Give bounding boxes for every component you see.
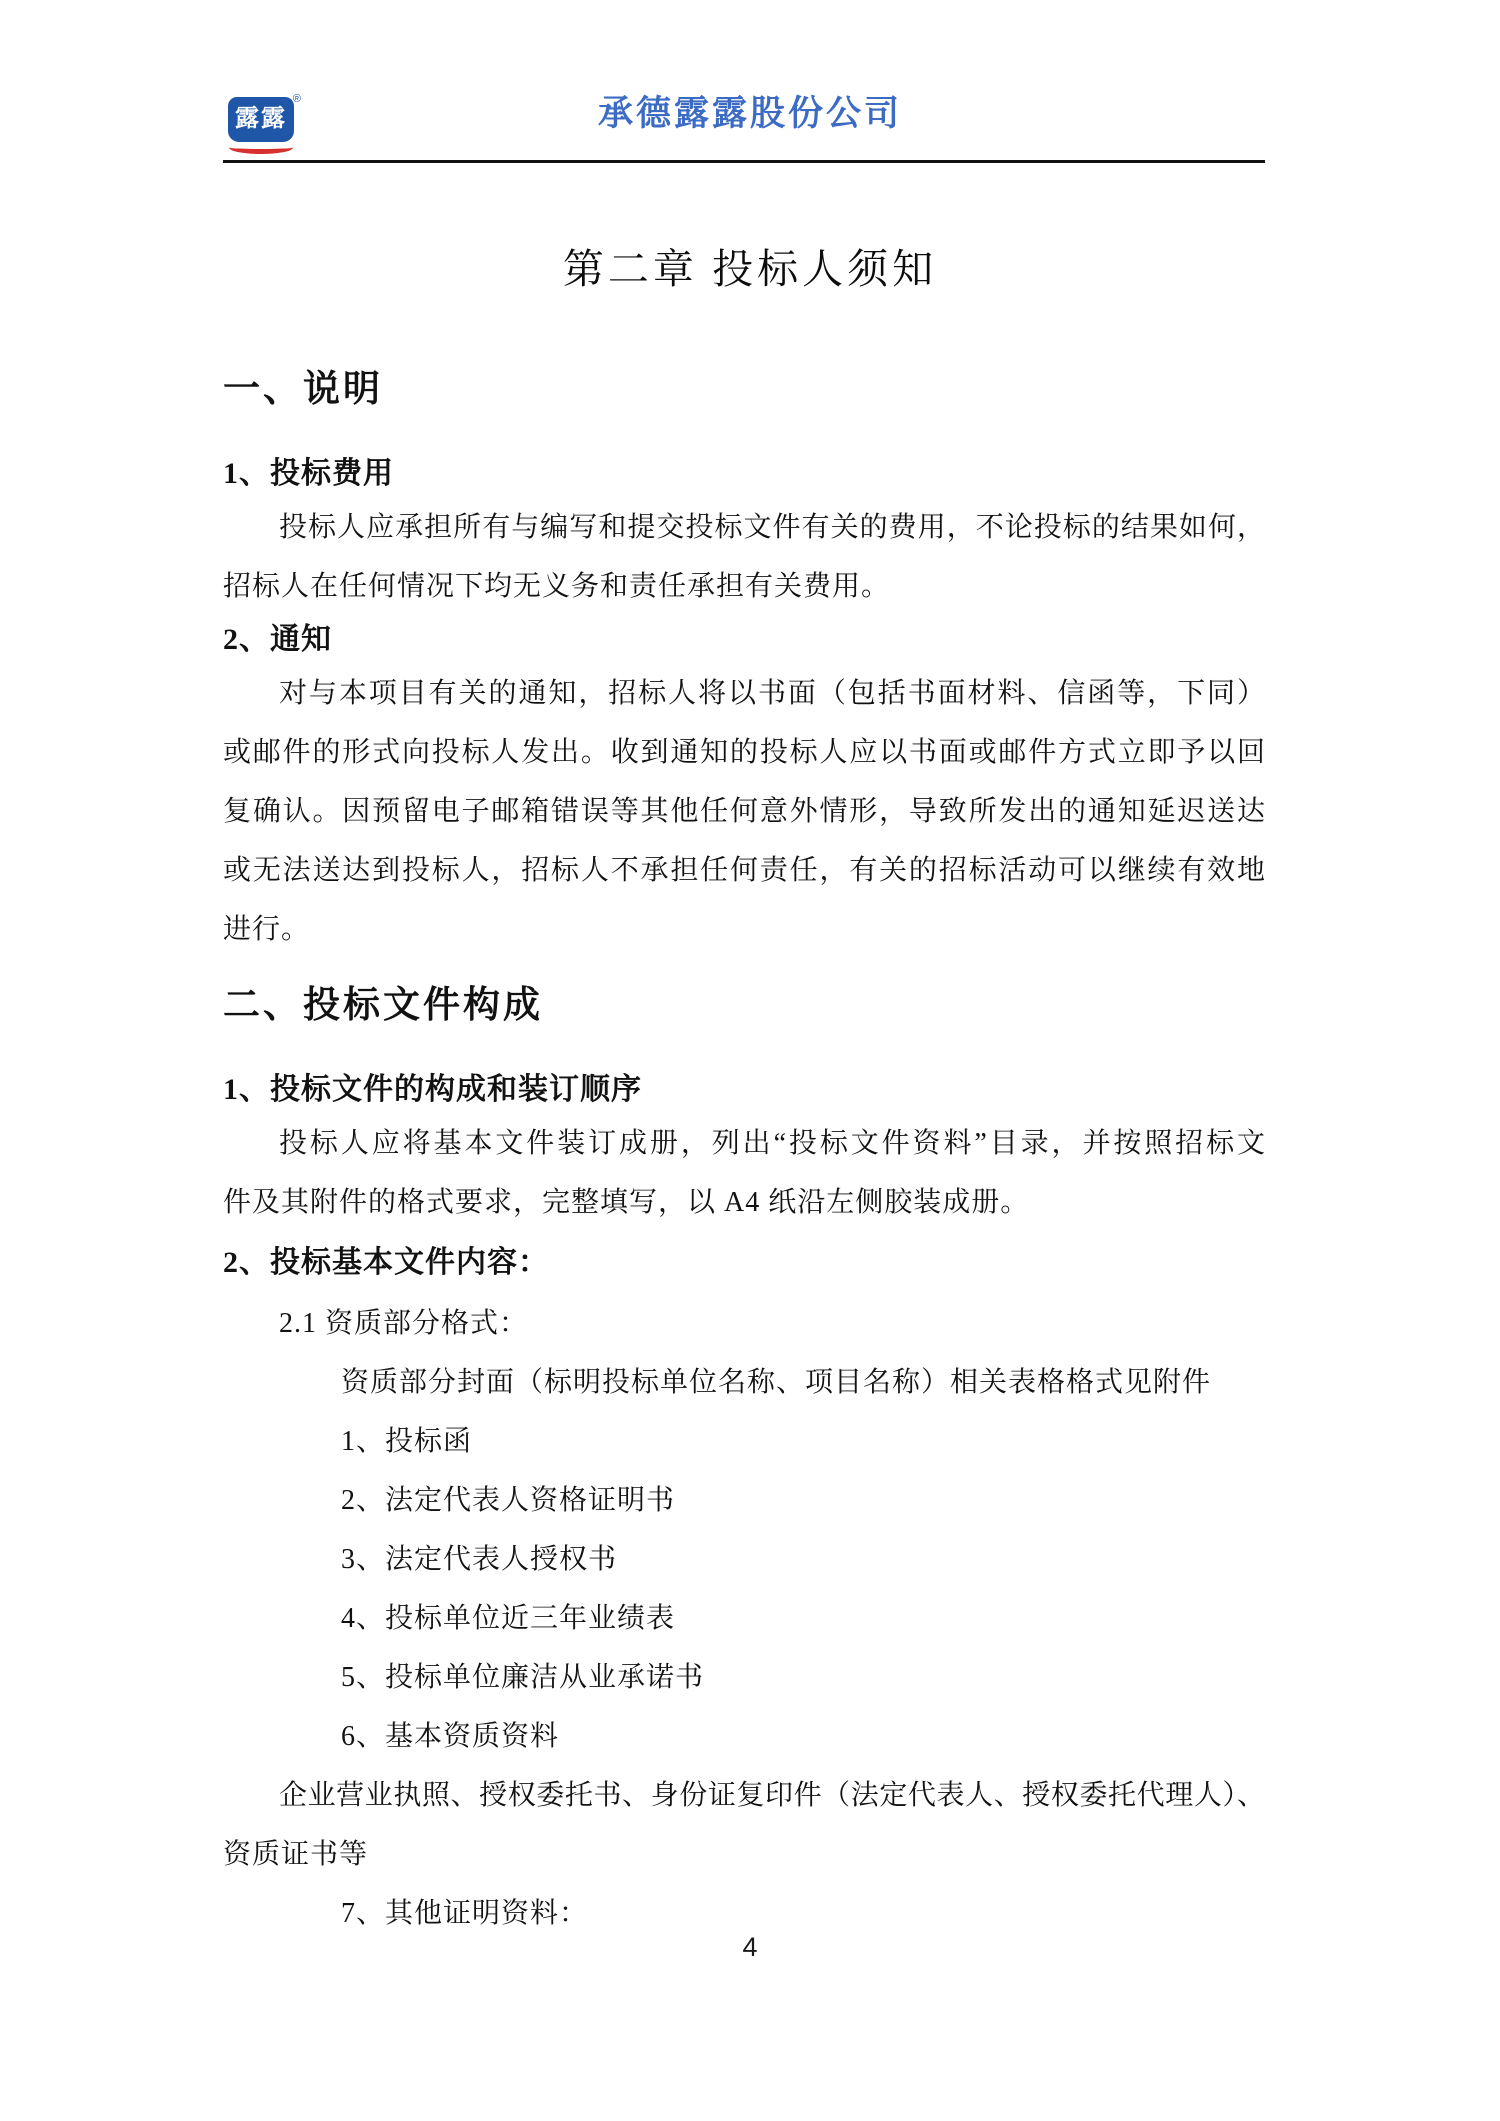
body-line: 招标人在任何情况下均无义务和责任承担有关费用。 <box>223 571 891 602</box>
body-line: 或邮件的形式向投标人发出。收到通知的投标人应以书面或邮件方式立即予以回 <box>223 737 1265 768</box>
body-line: 资质证书等 <box>223 1839 369 1870</box>
section-heading: 一、说明 <box>223 369 383 410</box>
body-line: 2.1 资质部分格式： <box>279 1308 529 1339</box>
body-line: 企业营业执照、授权委托书、身份证复印件（法定代表人、授权委托代理人）、 <box>279 1780 1265 1811</box>
sub-heading: 1、投标费用 <box>223 457 394 490</box>
body-line: 投标人应将基本文件装订成册，列出“投标文件资料”目录，并按照招标文 <box>279 1128 1265 1159</box>
header-divider <box>223 160 1265 163</box>
registered-trademark-icon: ® <box>292 93 301 105</box>
chapter-title: 第二章 投标人须知 <box>562 246 938 292</box>
body-line: 7、其他证明资料： <box>341 1898 589 1929</box>
body-line: 2、法定代表人资格证明书 <box>341 1485 676 1516</box>
sub-heading: 1、投标文件的构成和装订顺序 <box>223 1073 642 1106</box>
body-line: 3、法定代表人授权书 <box>341 1544 618 1575</box>
body-line: 进行。 <box>223 914 311 945</box>
body-line: 1、投标函 <box>341 1426 473 1457</box>
body-line: 5、投标单位廉洁从业承诺书 <box>341 1662 705 1693</box>
body-line: 4、投标单位近三年业绩表 <box>341 1603 676 1634</box>
body-line: 资质部分封面（标明投标单位名称、项目名称）相关表格格式见附件 <box>341 1367 1212 1398</box>
sub-heading: 2、通知 <box>223 623 332 656</box>
page-number: 4 <box>742 1932 758 1962</box>
sub-heading: 2、投标基本文件内容： <box>223 1246 549 1279</box>
logo-text: 露露 <box>235 106 287 132</box>
company-name: 承德露露股份公司 <box>597 94 902 133</box>
document-body <box>223 343 1265 1943</box>
body-line: 复确认。因预留电子邮箱错误等其他任何意外情形，导致所发出的通知延迟送达 <box>223 796 1265 827</box>
logo-red-swoosh-icon <box>229 141 293 154</box>
body-line: 投标人应承担所有与编写和提交投标文件有关的费用，不论投标的结果如何， <box>279 512 1265 543</box>
body-line: 件及其附件的格式要求，完整填写，以 A4 纸沿左侧胶装成册。 <box>223 1187 1030 1218</box>
body-line: 对与本项目有关的通知，招标人将以书面（包括书面材料、信函等，下同） <box>279 678 1265 709</box>
section-heading: 二、投标文件构成 <box>223 985 543 1026</box>
body-line: 或无法送达到投标人，招标人不承担任何责任，有关的招标活动可以继续有效地 <box>223 855 1265 886</box>
body-line: 6、基本资质资料 <box>341 1721 560 1752</box>
